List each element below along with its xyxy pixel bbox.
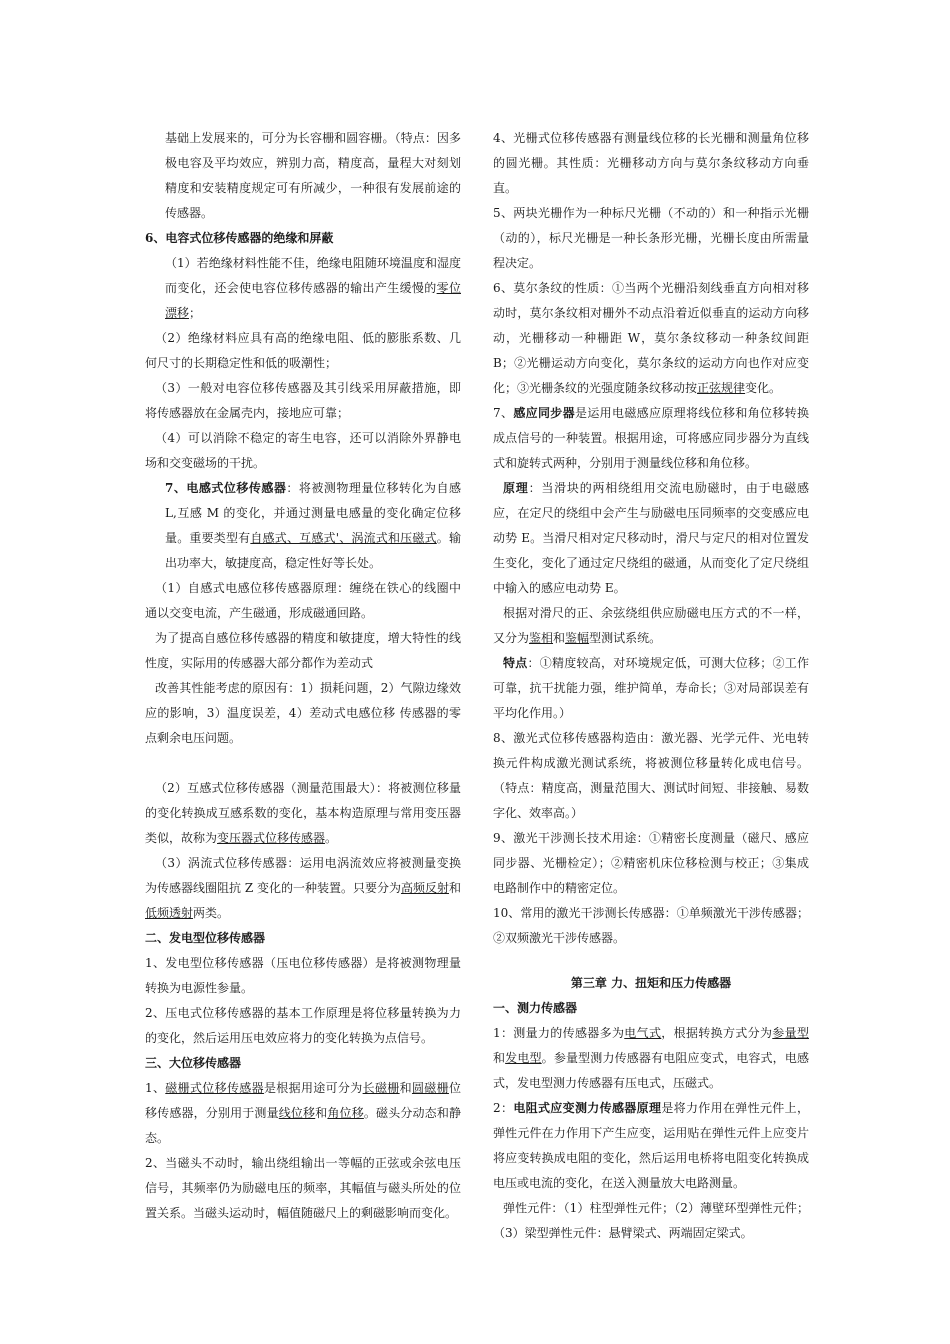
paragraph-principle: 原理：当滑块的两相绕组用交流电励磁时，由于电磁感应，在定尺的绕组中会产生与励磁电压同频率的交变感应电动势 E。当滑尺相对定尺移动时，滑尺与定尺的相对位置发生变化，变化了通过定尺绕组的磁通，从而变化了定尺绕组中输入的感应电动势 E。 [493,481,809,595]
paragraph-features: 特点：①精度较高，对环境规定低，可测大位移；②工作可靠，抗干扰能力强，维护简单，寿命长；③对局部误差有平均化作用。） [493,656,809,720]
paragraph-moire-fringe: 6、莫尔条纹的性质：①当两个光栅沿刻线垂直方向相对移动时，莫尔条纹相对栅外不动点沿着近似垂直的运动方向移动，光栅移动一种栅距 W，莫尔条纹移动一种条纹间距 B；②光栅运动方向变化，莫尔条纹的运动方向也作对应变化；③光栅条纹的光强度随条纹移动按正弦规律变化。 [493,281,809,395]
label-features: 特点 [503,656,528,670]
heading-force-sensor: 一、测力传感器 [493,1001,578,1015]
paragraph-eddy-current: （3）涡流式位移传感器：运用电涡流效应将被测量变换为传感器线圈阻抗 Z 变化的一种装置。只要分为高频反射和低频透射两类。 [145,856,461,920]
paragraph-generating-1: 1、发电型位移传感器（压电位移传感器）是将被测物理量转换为电源性参量。 [145,956,461,995]
term-amplitude-discrimination: 鉴幅 [565,631,590,645]
paragraph-excitation-mode: 根据对滑尺的正、余弦绕组供应励磁电压方式的不一样，又分为鉴相和鉴幅型测试系统。 [493,606,809,645]
term-low-freq-transmission: 低频透射 [145,906,194,920]
paragraph-laser-types: 10、常用的激光干涉测长传感器：①单频激光干涉传感器；②双频激光干涉传感器。 [493,906,809,945]
left-column [145,126,461,1226]
term-inductosyn: 感应同步器 [513,406,575,420]
blank-line [493,951,809,971]
term-zero-drift: 零位漂移 [165,281,461,320]
paragraph-mutual-inductance: （2）互感式位移传感器（测量范围最大）：将被测位移量的变化转换成互感系数的变化，基本构造原理与常用变压器类似，故称为变压器式位移传感器。 [145,781,461,845]
paragraph-insulation-2: （2）绝缘材料应具有高的绝缘电阻、低的膨胀系数、几何尺寸的长期稳定性和低的吸潮性； [145,331,461,370]
term-strain-principle: 电阻式应变测力传感器原理 [513,1101,662,1115]
paragraph-inductive-sensor: 7、电感式位移传感器：将被测物理量位移转化为自感 L,互感 M 的变化，并通过测量电感量的变化确定位移量。重要类型有自感式、互感式'、涡流式和压磁式。输出功率大，敏捷度高，稳定性好等长处。 [165,481,461,570]
paragraph-force-measurement: 1：测量力的传感器多为电气式，根据转换方式分为参量型和发电型。参量型测力传感器有电阻应变式，电容式，电感式，发电型测力传感器有压电式，压磁式。 [493,1026,809,1090]
blank-line [145,751,461,776]
term-sine-law: 正弦规律 [697,381,746,395]
paragraph-optical-grating: 4、光栅式位移传感器有测量线位移的长光栅和测量角位移的圆光栅。其性质：光栅移动方向与莫尔条纹移动方向垂直。 [493,131,809,195]
term-magnetic-grating-sensor: 磁栅式位移传感器 [165,1081,264,1095]
paragraph-insulation-3: （3）一般对电容位移传感器及其引线采用屏蔽措施，即将传感器放在金属壳内，接地应可靠； [145,381,461,420]
heading-generating-sensor: 二、发电型位移传感器 [145,931,266,945]
term-angular-displacement: 角位移 [327,1106,364,1120]
paragraph-magnetic-head: 2、当磁头不动时，输出绕组输出一等幅的正弦或余弦电压信号，其频率仍为励磁电压的频率，其幅值与磁头所处的位置关系。当磁头运动时，幅值随磁尺上的剩磁影响而变化。 [145,1156,461,1220]
paragraph-differential: 为了提高自感位移传感器的精度和敏捷度，增大特性的线性度，实际用的传感器大部分都作为差动式 [145,631,461,670]
term-parametric: 参量型 [772,1026,809,1040]
term-transformer-sensor: 变压器式位移传感器 [217,831,326,845]
term-circular-grating: 圆磁栅 [411,1081,449,1095]
term-phase-discrimination: 鉴相 [529,631,554,645]
heading-inductive-sensor: 7、电感式位移传感器 [165,481,287,495]
paragraph-strain-gauge: 2：电阻式应变测力传感器原理是将力作用在弹性元件上，弹性元件在力作用下产生应变，运用贴在弹性元件上应变片将应变转换成电阻的变化，然后运用电桥将电阻变化转换成电压或电流的变化，在送入测量放大电路测量。 [493,1101,809,1190]
heading-capacitive-insulation: 6、电容式位移传感器的绝缘和屏蔽 [145,231,334,245]
label-principle: 原理 [503,481,529,495]
term-electrical: 电气式 [624,1026,662,1040]
heading-large-displacement: 三、大位移传感器 [145,1056,242,1070]
paragraph-laser-interference: 9、激光干涉测长技术用途：①精密长度测量（磁尺、感应同步器、光栅检定）；②精密机床位移检测与校正；③集成电路制作中的精密定位。 [493,831,809,895]
right-column [493,126,809,1246]
paragraph-elastic-elements: 弹性元件：（1）柱型弹性元件；（2）薄壁环型弹性元件；（3）梁型弹性元件：悬臂梁式、两端固定梁式。 [493,1201,809,1240]
term-inductive-types: 自感式、互感式'、涡流式和压磁式 [250,531,437,545]
paragraph-laser-sensor: 8、激光式位移传感器构造由：激光器、光学元件、光电转换元件构成激光测试系统，将被测位移量转化成电信号。（特点：精度高，测量范围大、测试时间短、非接触、易数字化、效率高。） [493,731,809,820]
paragraph-magnetic-grating: 1、磁栅式位移传感器是根据用途可分为长磁栅和圆磁栅位移传感器，分别用于测量线位移和角位移。磁头分动态和静态。 [145,1081,461,1145]
chapter-title: 第三章 力、扭矩和压力传感器 [570,976,732,990]
term-linear-displacement: 线位移 [278,1106,316,1120]
term-high-freq-reflection: 高频反射 [400,881,449,895]
paragraph-capacitive-grating: 基础上发展来的，可分为长容栅和圆容栅。（特点：因多极电容及平均效应，辨别力高，精度高，量程大对刻划精度和安装精度规定可有所减少，一种很有发展前途的传感器。 [165,131,461,220]
term-generating: 发电型 [505,1051,542,1065]
paragraph-two-gratings: 5、两块光栅作为一种标尺光栅（不动的）和一种指示光栅（动的），标尺光栅是一种长条形光栅，光栅长度由所需量程决定。 [493,206,809,270]
paragraph-generating-2: 2、压电式位移传感器的基本工作原理是将位移量转换为力的变化，然后运用压电效应将力的变化转换为点信号。 [145,1006,461,1045]
paragraph-insulation-4: （4）可以消除不稳定的寄生电容，还可以消除外界静电场和交变磁场的干扰。 [145,431,461,470]
paragraph-self-inductance: （1）自感式电感位移传感器原理：缠绕在铁心的线圈中通以交变电流，产生磁通，形成磁通回路。 [145,581,461,620]
paragraph-improvements: 改善其性能考虑的原因有：1）损耗问题，2）气隙边缘效应的影响，3）温度误差，4）差动式电感位移 传感器的零点剩余电压问题。 [145,681,461,745]
paragraph-inductosyn: 7、感应同步器是运用电磁感应原理将线位移和角位移转换成点信号的一种装置。根据用途，可将感应同步器分为直线式和旋转式两种，分别用于测量线位移和角位移。 [493,406,809,470]
term-long-grating: 长磁栅 [362,1081,400,1095]
paragraph-insulation-1: （1）若绝缘材料性能不佳，绝缘电阻随环境温度和湿度而变化，还会使电容位移传感器的输出产生缓慢的零位漂移； [165,256,461,320]
